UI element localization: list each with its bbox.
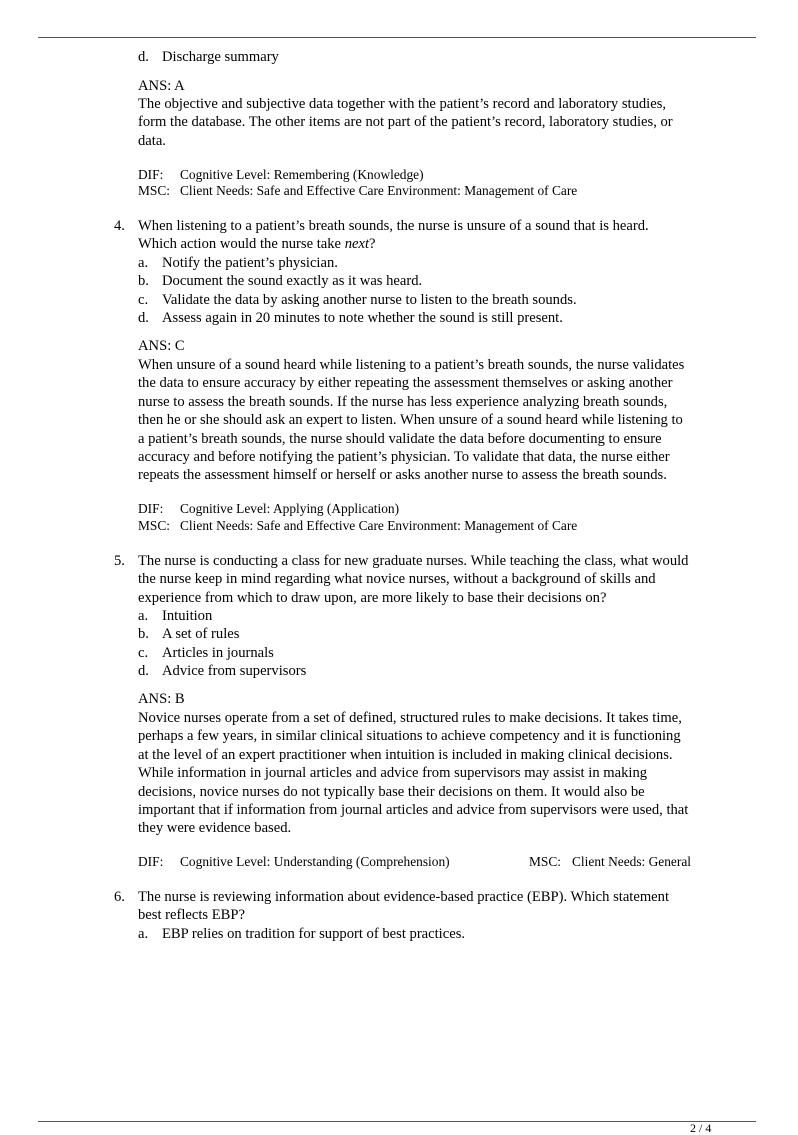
stem-text: ? xyxy=(369,236,376,252)
dif-label: DIF: xyxy=(138,854,164,869)
option-text: Discharge summary xyxy=(162,49,279,65)
question-stem-line: When listening to a patient’s breath sounds, the nurse is unsure of a sound that is heard. xyxy=(138,218,649,234)
msc-label: MSC: xyxy=(529,854,562,869)
option-text: Notify the patient’s physician. xyxy=(162,255,338,271)
msc-label: MSC: xyxy=(138,183,171,198)
option-letter: b. xyxy=(138,626,149,642)
rationale xyxy=(138,356,684,485)
answer-key: ANS: A xyxy=(138,78,185,94)
option-letter: a. xyxy=(138,926,149,942)
msc-value: Client Needs: General xyxy=(572,854,691,869)
rationale xyxy=(138,709,688,838)
header-rule xyxy=(38,37,756,38)
rationale-line: the data to ensure accuracy by either repeating the assessment themselves or asking another xyxy=(138,375,673,392)
question-number: 5. xyxy=(114,553,125,569)
rationale-line: Novice nurses operate from a set of defined, structured rules to make decisions. It takes time, xyxy=(138,710,682,726)
dif-value: Cognitive Level: Remembering (Knowledge) xyxy=(180,167,424,182)
rationale-line: perhaps a few years, in similar clinical situations to achieve competency and it is functioning xyxy=(138,728,681,745)
dif-value: Cognitive Level: Applying (Application) xyxy=(180,501,400,516)
question-stem-line: The nurse is reviewing information about evidence-based practice (EBP). Which statement xyxy=(138,889,670,905)
rationale-line: accuracy and before notifying the patient’s physician. To validate that data, the nurse either xyxy=(138,449,670,466)
option-letter: d. xyxy=(138,663,149,679)
question-stem-line: the nurse keep in mind regarding what novice nurses, without a background of skills and xyxy=(138,571,656,588)
option-text: Articles in journals xyxy=(162,645,274,661)
option-letter: b. xyxy=(138,273,149,289)
option-letter: d. xyxy=(138,49,149,65)
question-number: 6. xyxy=(114,889,125,905)
option-text: Validate the data by asking another nurse to listen to the breath sounds. xyxy=(162,292,577,308)
rationale-line: decisions, novice nurses do not typically base their decisions on them. It would also be xyxy=(138,783,645,800)
option-text: Document the sound exactly as it was heard. xyxy=(162,273,423,289)
option-letter: d. xyxy=(138,310,149,326)
rationale-line: at the level of an expert practitioner when intuition is included in making clinical decisions. xyxy=(138,746,673,763)
question-stem-line: experience from which to draw upon, are more likely to base their decisions on? xyxy=(138,589,607,606)
footer-rule xyxy=(38,1121,756,1122)
rationale xyxy=(138,95,673,150)
msc-value: Client Needs: Safe and Effective Care Environment: Management of Care xyxy=(180,183,578,198)
rationale-line: While information in journal articles and advice from supervisors may assist in making xyxy=(138,765,648,782)
dif-value: Cognitive Level: Understanding (Comprehension) xyxy=(180,854,450,869)
rationale-line: a patient’s breath sounds, the nurse should validate the data before documenting to ensure xyxy=(138,430,662,447)
rationale-line: they were evidence based. xyxy=(138,820,292,837)
question-stem xyxy=(138,552,688,607)
dif-label: DIF: xyxy=(138,167,164,182)
stem-emphasis: next xyxy=(344,236,369,252)
option-text: Advice from supervisors xyxy=(162,663,307,679)
rationale-line: important that if information from journal articles and advice from supervisors were used, that xyxy=(138,802,689,819)
question-stem-line: The nurse is conducting a class for new graduate nurses. While teaching the class, what would xyxy=(138,553,689,569)
rationale-line: then he or she should ask an expert to listen. When unsure of a sound heard while listening to xyxy=(138,412,683,429)
option-text: A set of rules xyxy=(162,626,240,642)
rationale-line: form the database. The other items are not part of the patient’s record, laboratory studies, or xyxy=(138,114,673,131)
rationale-line: When unsure of a sound heard while listening to a patient’s breath sounds, the nurse validates xyxy=(138,357,685,373)
option-text: Intuition xyxy=(162,608,213,624)
option-letter: c. xyxy=(138,645,149,661)
answer-key: ANS: C xyxy=(138,338,185,354)
question-number: 4. xyxy=(114,218,125,234)
option-letter: c. xyxy=(138,292,149,308)
rationale-line: The objective and subjective data together with the patient’s record and laboratory studies, xyxy=(138,96,667,112)
question-stem-line: best reflects EBP? xyxy=(138,907,245,924)
option-text: Assess again in 20 minutes to note whether the sound is still present. xyxy=(162,310,563,326)
rationale-line: repeats the assessment himself or herself or asks another nurse to assess the breath sounds. xyxy=(138,467,667,484)
dif-label: DIF: xyxy=(138,501,164,516)
page-number: 2 / 4 xyxy=(690,1121,712,1135)
rationale-line: nurse to assess the breath sounds. If the nurse has less experience analyzing breath sounds, xyxy=(138,393,668,410)
option-letter: a. xyxy=(138,608,149,624)
option-letter: a. xyxy=(138,255,149,271)
msc-value: Client Needs: Safe and Effective Care Environment: Management of Care xyxy=(180,518,578,533)
question-stem-line xyxy=(138,235,375,253)
rationale-line: data. xyxy=(138,132,166,149)
msc-label: MSC: xyxy=(138,518,171,533)
question-stem xyxy=(138,888,669,925)
stem-text: Which action would the nurse take xyxy=(138,236,345,252)
answer-key: ANS: B xyxy=(138,691,185,707)
option-text: EBP relies on tradition for support of best practices. xyxy=(162,926,466,942)
